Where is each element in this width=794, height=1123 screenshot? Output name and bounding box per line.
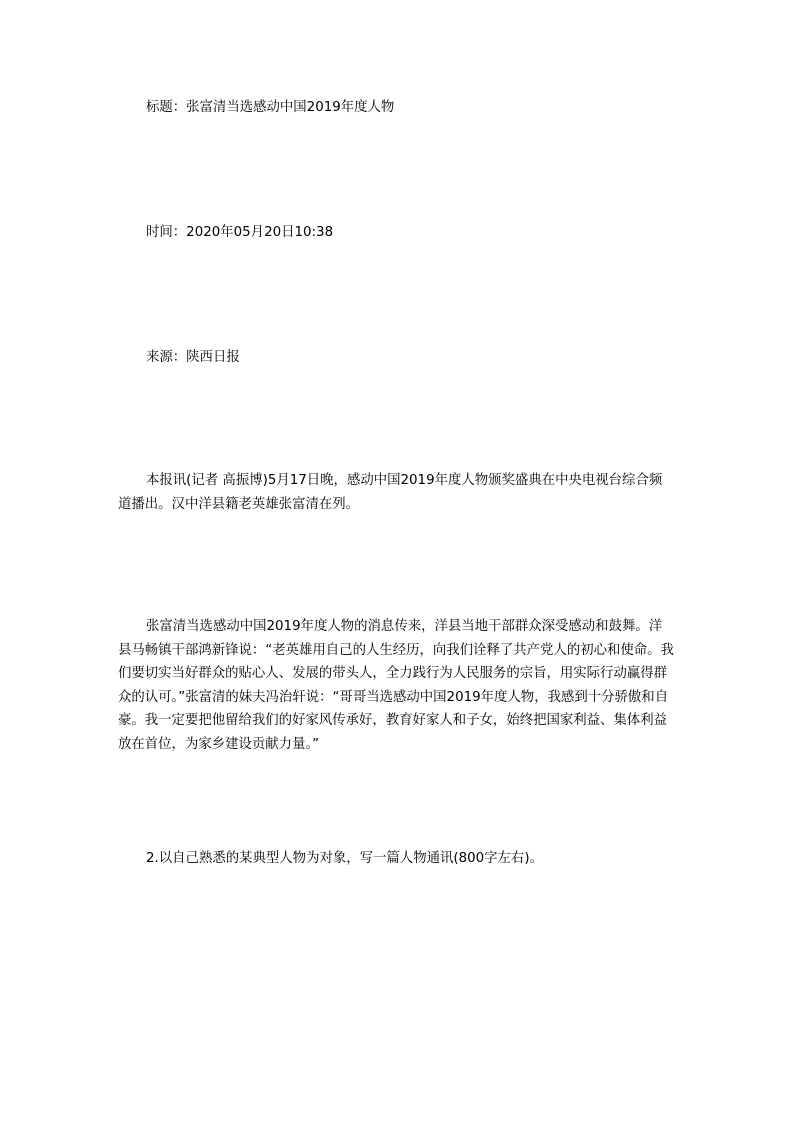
writing-task-line: 2.以自己熟悉的某典型人物为对象，写一篇人物通讯(800字左右)。 [146,851,543,866]
article-title-line: 标题：张富清当选感动中国2019年度人物 [146,100,395,115]
body-paragraph: 张富清当选感动中国2019年度人物的消息传来，洋县当地干部群众深受感动和鼓舞。洋县马畅镇干部鸿新锋说：“老英雄用自己的人生经历，向我们诠释了共产党人的初心和使命。我们要切实当好群众的贴心人、发展的带头人，全力践行为人民服务的宗旨，用实际行动赢得群众的认可。”张富清的妹夫冯治轩说：“哥哥当选感动中国2019年度人物，我感到十分骄傲和自豪。我一定要把他留给我们的好家风传承好，教育好家人和子女，始终把国家利益、集体利益放在首位，为家乡建设贡献力量。” [118,619,674,752]
article-source-line: 来源：陕西日报 [146,350,240,365]
article-time-line: 时间：2020年05月20日10:38 [146,225,334,240]
intro-paragraph: 本报讯(记者 高振博)5月17日晚，感动中国2019年度人物颁奖盛典在中央电视台综合频道播出。汉中洋县籍老英雄张富清在列。 [118,473,663,512]
